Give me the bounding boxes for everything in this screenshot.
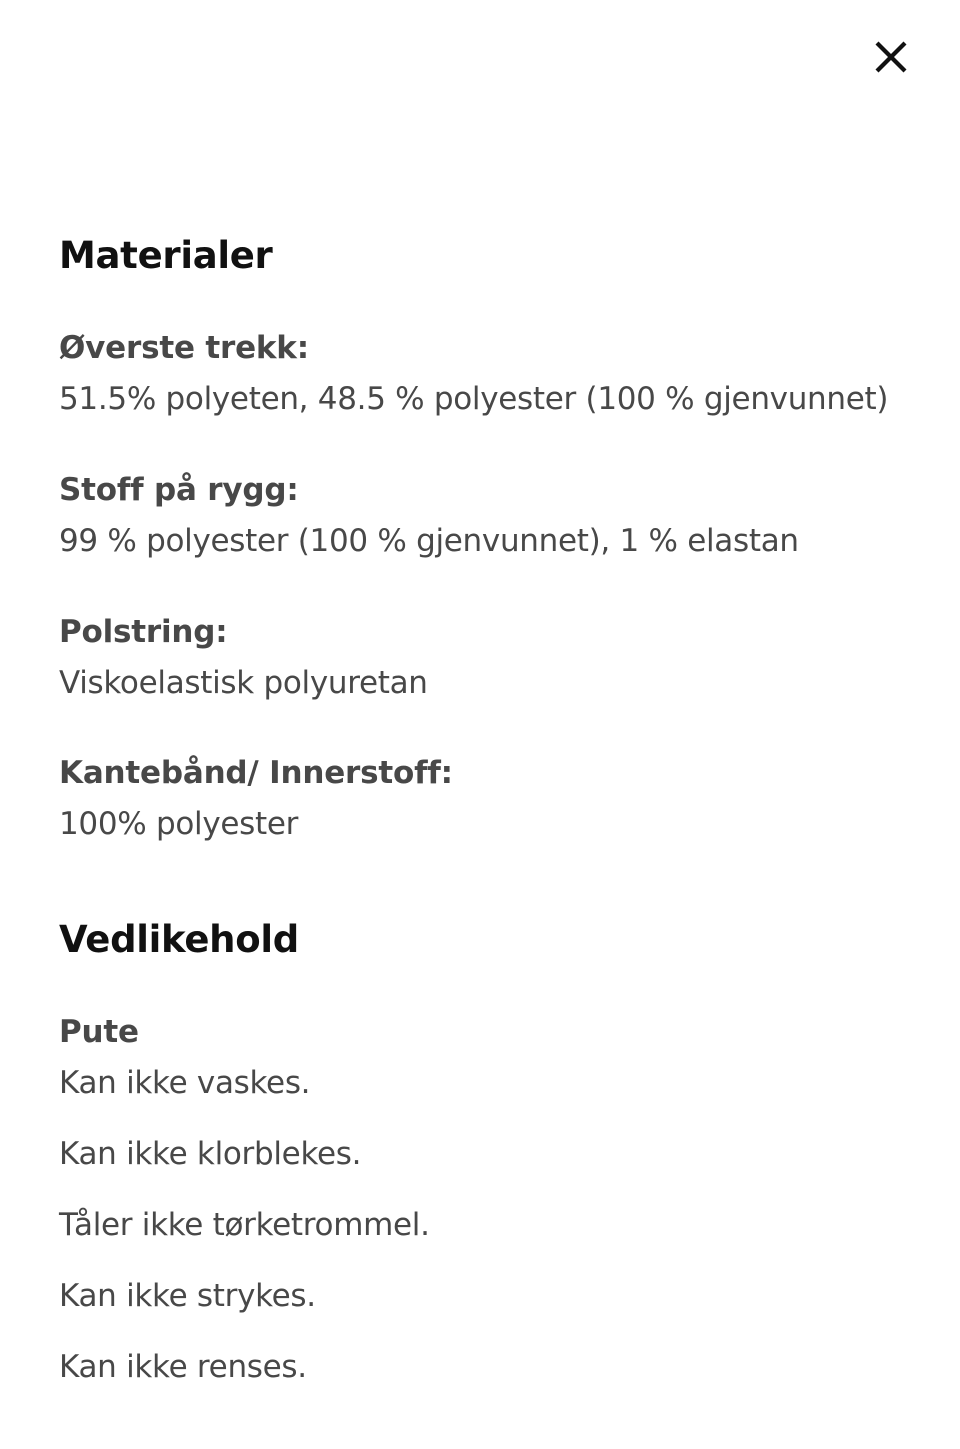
material-value-padding: Viskoelastisk polyuretan bbox=[59, 665, 428, 701]
close-button[interactable] bbox=[862, 28, 920, 86]
material-value-edging: 100% polyester bbox=[59, 806, 299, 842]
care-instruction: Kan ikke klorblekes. bbox=[59, 1136, 362, 1172]
care-instruction: Tåler ikke tørketrommel. bbox=[59, 1207, 430, 1243]
materials-heading: Materialer bbox=[59, 234, 273, 277]
material-label-padding: Polstring: bbox=[59, 614, 228, 650]
care-subheading: Pute bbox=[59, 1014, 139, 1050]
care-heading: Vedlikehold bbox=[59, 918, 299, 961]
material-value-top-cover: 51.5% polyeten, 48.5 % polyester (100 % gjenvunnet) bbox=[59, 381, 889, 417]
material-label-edging: Kantebånd/ Innerstoff: bbox=[59, 755, 453, 791]
material-label-top-cover: Øverste trekk: bbox=[59, 330, 309, 366]
care-instruction: Kan ikke strykes. bbox=[59, 1278, 316, 1314]
care-instruction: Kan ikke renses. bbox=[59, 1349, 307, 1385]
material-value-back-fabric: 99 % polyester (100 % gjenvunnet), 1 % elastan bbox=[59, 523, 799, 559]
material-label-back-fabric: Stoff på rygg: bbox=[59, 472, 299, 508]
close-icon bbox=[873, 39, 909, 75]
care-instruction: Kan ikke vaskes. bbox=[59, 1065, 311, 1101]
